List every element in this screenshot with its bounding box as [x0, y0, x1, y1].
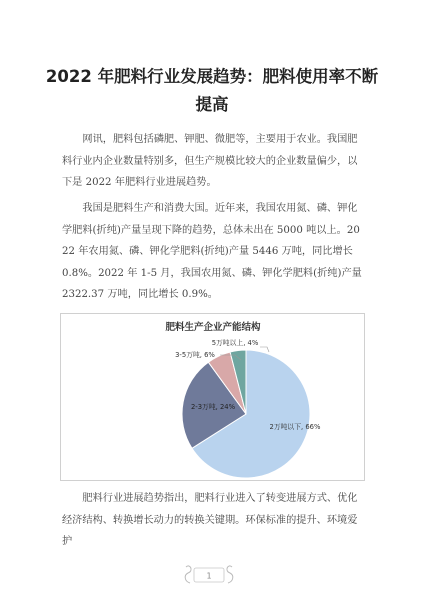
- pie-chart: [60, 313, 365, 481]
- pie-leader-line-3: [260, 347, 269, 352]
- paragraph-intro: 网讯，肥料包括磷肥、钾肥、微肥等，主要用于农业。我国肥料行业内企业数量特别多，但生产规模比较大的企业数量偏少，以下是 2022 年肥料行业进展趋势。: [62, 134, 358, 188]
- pie-label-1: 2-3万吨, 24%: [190, 403, 236, 411]
- page-number-ornament: [180, 563, 238, 587]
- page-number: 1: [206, 571, 212, 581]
- chart-title: 肥料生产企业产能结构: [165, 322, 261, 333]
- pie-chart-svg: [61, 314, 366, 482]
- paragraph-production: 我国是肥料生产和消费大国。近年来，我国农用氮、磷、钾化学肥料(折纯)产量呈现下降的趋势，总体未出在 5000 吨以上。2022 年农用氮、磷、钾化学肥料(折纯)产量 5446 万吨，同比增长 0.8%。2022 年 1-5 月，我国农用氮、磷、钾化学肥料(折纯)产量 2322.37 万吨，同比增长 0.9%。: [62, 203, 362, 300]
- pie-label-3: 5万吨以上, 4%: [211, 339, 259, 347]
- paragraph-trend: 肥料行业进展趋势指出，肥料行业进入了转变进展方式、优化经济结构、转换增长动力的转换关键期。环保标准的提升、环境爱护: [62, 493, 358, 547]
- pie-label-0: 2万吨以下, 66%: [269, 423, 321, 431]
- pie-label-2: 3-5万吨, 6%: [175, 351, 215, 359]
- article-title: 2022 年肥料行业发展趋势：肥料使用率不断提高: [45, 67, 379, 114]
